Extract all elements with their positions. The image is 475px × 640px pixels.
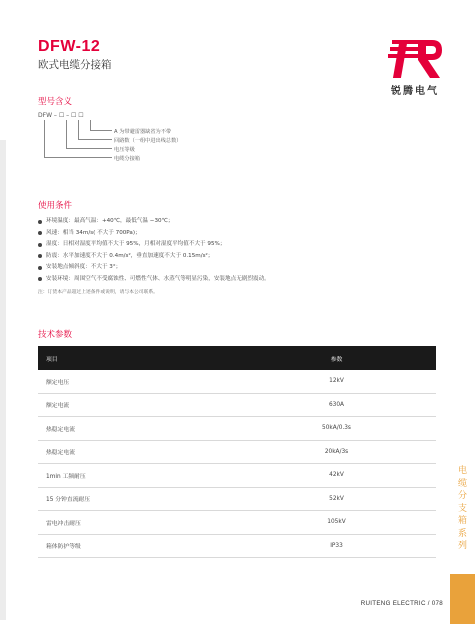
condition-item: 风速：相当 34m/s( 不大于 700Pa)； (38, 228, 448, 240)
row-value: 42kV (329, 472, 344, 479)
condition-item: 环境温度：最高气温：+40℃，最低气温 −30℃； (38, 216, 448, 228)
leader-line-4 (44, 120, 112, 158)
row-item: 热稳定电流 (46, 426, 75, 433)
condition-item: 防震：水平加速度不大于 0.4m/s²，垂直加速度不大于 0.15m/s²； (38, 251, 448, 263)
model-label-voltage: 电压等级 (114, 147, 135, 153)
row-item: 1min 工频耐压 (46, 473, 86, 480)
table-row (38, 441, 436, 465)
condition-item: 安装地点倾斜度：不大于 3°； (38, 262, 448, 274)
row-value: 20kA/3s (324, 448, 349, 455)
row-value: IP33 (330, 542, 343, 549)
side-tab-char: 支 (457, 503, 467, 514)
company-logo (380, 38, 450, 97)
model-section-title: 型号含义 (38, 97, 73, 107)
table-row (38, 488, 436, 512)
table-row (38, 511, 436, 535)
row-item: 雷电冲击耐压 (46, 520, 81, 527)
side-tab-char: 缆 (457, 478, 467, 489)
table-row (38, 464, 436, 488)
table-row (38, 370, 436, 394)
table-header (38, 346, 436, 370)
condition-item: 安装环境：周围空气不受腐蚀性、可燃性气体、水蒸气等明显污染，安装地点无剧烈震动。 (38, 274, 448, 286)
row-item: 15 分钟直流耐压 (46, 497, 91, 504)
conditions-section-title: 使用条件 (38, 201, 73, 211)
row-value: 630A (328, 401, 345, 408)
header-value: 参数 (330, 356, 343, 363)
model-label-box: 电缆分接箱 (114, 156, 140, 162)
model-label-circuits: 回路数（一组中进出线总数） (114, 138, 182, 144)
model-diagram (38, 112, 238, 172)
table-row (38, 417, 436, 441)
product-subtitle: 欧式电缆分接箱 (38, 59, 112, 71)
row-value: 50kA/0.3s (322, 425, 351, 432)
side-tab-char: 箱 (457, 516, 467, 526)
series-side-tab (450, 465, 475, 570)
row-item: 箱体防护等级 (46, 544, 81, 551)
ruiteng-logo-icon (386, 38, 444, 80)
side-tab-char: 分 (457, 491, 467, 501)
model-code: DFW – ☐ – ☐ ☐ (38, 112, 84, 119)
row-value: 52kV (329, 495, 344, 502)
side-color-block (450, 574, 475, 624)
page-footer: RUITENG ELECTRIC / 078 (360, 600, 443, 607)
table-row (38, 394, 436, 418)
left-edge-strip (0, 140, 6, 620)
logo-text: 锐腾电气 (391, 86, 439, 97)
row-item: 额定电流 (46, 403, 70, 410)
tech-params-table (38, 346, 436, 558)
row-value: 12kV (329, 378, 344, 385)
tech-section-title: 技术参数 (38, 330, 73, 340)
row-item: 额定电压 (46, 379, 70, 386)
header-item: 项目 (46, 356, 58, 363)
side-tab-char: 列 (457, 541, 467, 551)
row-value: 105kV (327, 519, 346, 526)
condition-item: 湿度：日相对湿度平均值不大于 95%，月相对湿度平均值不大于 95%； (38, 239, 448, 251)
table-row (38, 535, 436, 559)
side-tab-char: 系 (457, 528, 467, 539)
row-item: 热稳定电流 (46, 450, 75, 457)
model-label-arrester: A 为带避雷器缺省为不带 (114, 129, 172, 135)
side-tab-char: 电 (457, 466, 467, 476)
product-title: DFW-12 (38, 38, 101, 55)
conditions-note: 注：订货本产品超过上述条件或说明，请与本公司联系。 (38, 290, 158, 295)
conditions-list (38, 216, 448, 285)
